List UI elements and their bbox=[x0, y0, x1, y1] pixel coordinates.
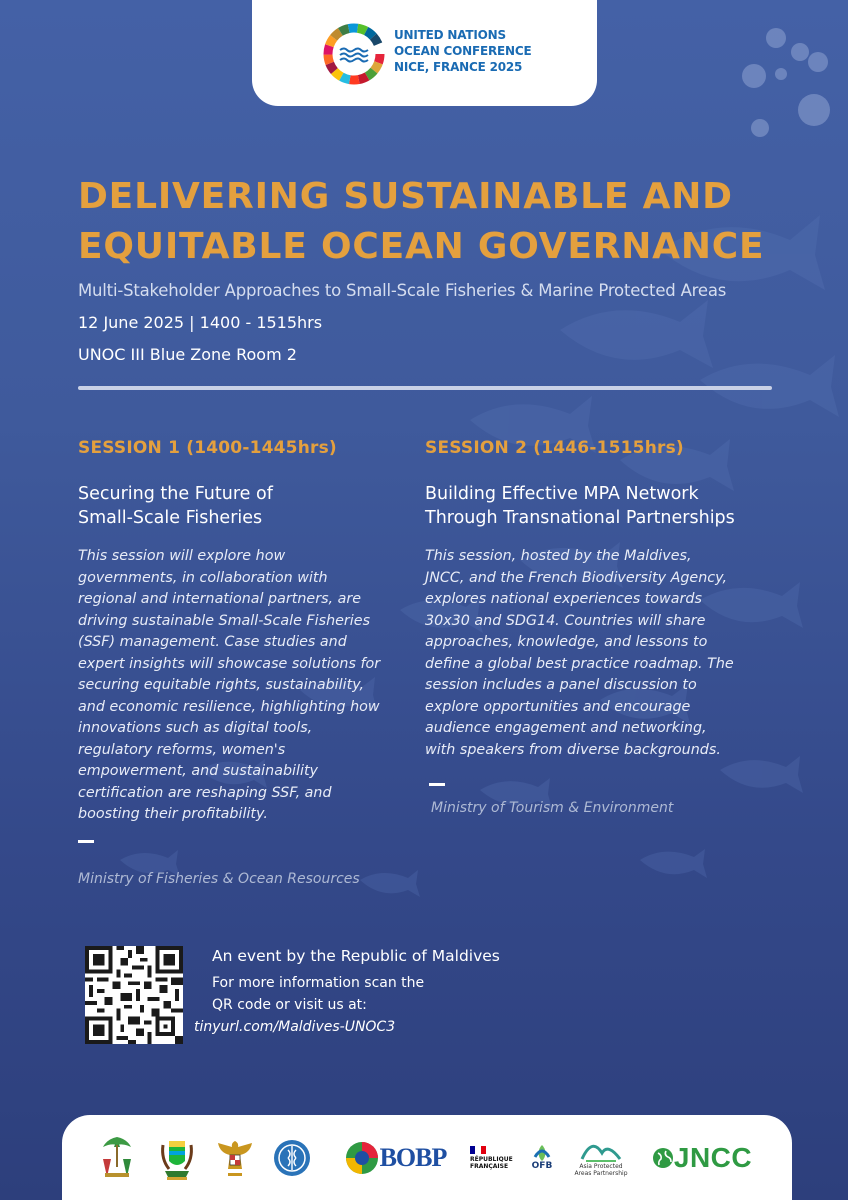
bobp-emblem-icon bbox=[344, 1140, 380, 1176]
session-1-desc-line: certification are reshaping SSF, and bbox=[78, 784, 332, 801]
tanzania-arms-icon bbox=[157, 1133, 197, 1183]
session-2-title bbox=[425, 482, 765, 530]
session-1-title-line: Securing the Future of bbox=[78, 484, 273, 504]
event-title-line-2: EQUITABLE OCEAN GOVERNANCE bbox=[78, 226, 765, 267]
french-flag-icon bbox=[470, 1146, 486, 1154]
session-1 bbox=[78, 438, 418, 887]
session-1-desc-line: regulatory reforms, women's bbox=[78, 741, 286, 758]
partner-logos-bar bbox=[62, 1115, 792, 1200]
apap-mountain-icon bbox=[578, 1139, 624, 1163]
tanzania-coat-of-arms-logo bbox=[152, 1115, 202, 1200]
ofb-logo bbox=[522, 1115, 562, 1200]
session-1-desc-line: and economic resilience, highlighting how bbox=[78, 698, 380, 715]
fao-logo bbox=[267, 1115, 317, 1200]
fao-emblem-icon bbox=[272, 1138, 312, 1178]
session-2-desc-line: define a global best practice roadmap. The bbox=[425, 655, 734, 672]
session-1-desc-line: (SSF) management. Case studies and bbox=[78, 634, 347, 650]
session-1-heading: SESSION 1 (1400-1445hrs) bbox=[78, 438, 337, 458]
session-1-description bbox=[78, 546, 418, 826]
session-1-desc-line: securing equitable rights, sustainability, bbox=[78, 677, 365, 693]
ofb-emblem-icon bbox=[531, 1145, 553, 1161]
conference-line-3: NICE, FRANCE 2025 bbox=[394, 60, 523, 74]
event-url-link[interactable]: tinyurl.com/Maldives-UNOC3 bbox=[194, 1019, 396, 1035]
session-2-desc-line: explore opportunities and encourage bbox=[425, 698, 691, 715]
session-1-title-line: Small-Scale Fisheries bbox=[78, 508, 263, 528]
sdg-wheel-icon bbox=[322, 22, 386, 86]
jncc-logo bbox=[647, 1115, 757, 1200]
bobp-text: BOBP bbox=[379, 1142, 447, 1172]
republique-line: FRANÇAISE bbox=[470, 1162, 509, 1170]
apap-text bbox=[574, 1163, 627, 1177]
event-date-time: 12 June 2025 | 1400 - 1515hrs bbox=[78, 313, 323, 332]
conference-name bbox=[394, 27, 531, 75]
maldives-emblem-logo bbox=[92, 1115, 142, 1200]
session-1-desc-line: regional and international partners, are bbox=[78, 591, 362, 607]
session-1-organizer: Ministry of Fisheries & Ocean Resources bbox=[78, 870, 360, 887]
session-2-title-line: Through Transnational Partnerships bbox=[425, 508, 735, 528]
session-2-desc-line: 30x30 and SDG14. Countries will share bbox=[425, 612, 706, 629]
session-2-desc-line: session includes a panel discussion to bbox=[425, 677, 697, 693]
jncc-text: JNCC bbox=[673, 1141, 753, 1173]
session-1-desc-line: driving sustainable Small-Scale Fisheries bbox=[78, 612, 371, 629]
more-info-line: QR code or visit us at: bbox=[212, 997, 367, 1013]
session-2-desc-line: audience engagement and networking, bbox=[425, 720, 707, 736]
session-1-desc-line: expert insights will showcase solutions for bbox=[78, 655, 381, 672]
session-2-desc-line: explores national experiences towards bbox=[425, 591, 702, 607]
conference-line-1: UNITED NATIONS bbox=[394, 28, 506, 42]
asia-protected-areas-logo bbox=[570, 1115, 632, 1200]
session-2-desc-line: with speakers from diverse backgrounds. bbox=[425, 741, 721, 758]
session-1-desc-line: This session will explore how bbox=[78, 548, 286, 564]
conference-line-2: OCEAN CONFERENCE bbox=[394, 44, 532, 58]
session-1-desc-line: empowerment, and sustainability bbox=[78, 763, 319, 779]
session-1-dash bbox=[78, 840, 94, 843]
republique-francaise-text bbox=[470, 1156, 513, 1170]
event-title-line-1: DELIVERING SUSTAINABLE AND bbox=[78, 176, 733, 217]
session-2-desc-line: approaches, knowledge, and lessons to bbox=[425, 634, 708, 650]
event-organizer-statement: An event by the Republic of Maldives bbox=[212, 947, 500, 965]
session-2-organizer: Ministry of Tourism & Environment bbox=[431, 800, 674, 816]
header-divider bbox=[78, 386, 772, 390]
more-info-line: For more information scan the bbox=[212, 975, 425, 991]
session-2 bbox=[425, 438, 765, 816]
session-1-title bbox=[78, 482, 418, 530]
conference-logo-banner bbox=[252, 0, 597, 106]
session-2-desc-line: JNCC, and the French Biodiversity Agency, bbox=[425, 569, 728, 586]
session-2-desc-line: This session, hosted by the Maldives, bbox=[425, 548, 692, 564]
session-2-heading: SESSION 2 (1446-1515hrs) bbox=[425, 438, 684, 458]
apap-line: Areas Partnership bbox=[574, 1169, 628, 1177]
qr-code[interactable] bbox=[85, 946, 183, 1044]
bobp-logo bbox=[330, 1115, 460, 1200]
garuda-icon bbox=[214, 1135, 256, 1181]
indonesia-garuda-logo bbox=[210, 1115, 260, 1200]
session-2-description bbox=[425, 546, 765, 761]
event-location: UNOC III Blue Zone Room 2 bbox=[78, 345, 297, 364]
republique-line: RÉPUBLIQUE bbox=[470, 1155, 513, 1163]
more-info-text bbox=[212, 972, 424, 1016]
apap-line: Asia Protected bbox=[579, 1162, 623, 1170]
ofb-text: OFB bbox=[531, 1160, 553, 1171]
event-subtitle: Multi-Stakeholder Approaches to Small-Scale Fisheries & Marine Protected Areas bbox=[78, 281, 727, 300]
session-2-title-line: Building Effective MPA Network bbox=[425, 484, 699, 504]
event-title bbox=[78, 172, 778, 272]
session-1-desc-line: governments, in collaboration with bbox=[78, 569, 328, 586]
republique-francaise-logo bbox=[470, 1115, 530, 1200]
session-2-dash bbox=[429, 783, 445, 786]
session-1-desc-line: boosting their profitability. bbox=[78, 806, 268, 822]
session-1-desc-line: innovations such as digital tools, bbox=[78, 720, 313, 736]
maldives-emblem-icon bbox=[97, 1133, 137, 1183]
jncc-globe-icon bbox=[652, 1147, 674, 1169]
